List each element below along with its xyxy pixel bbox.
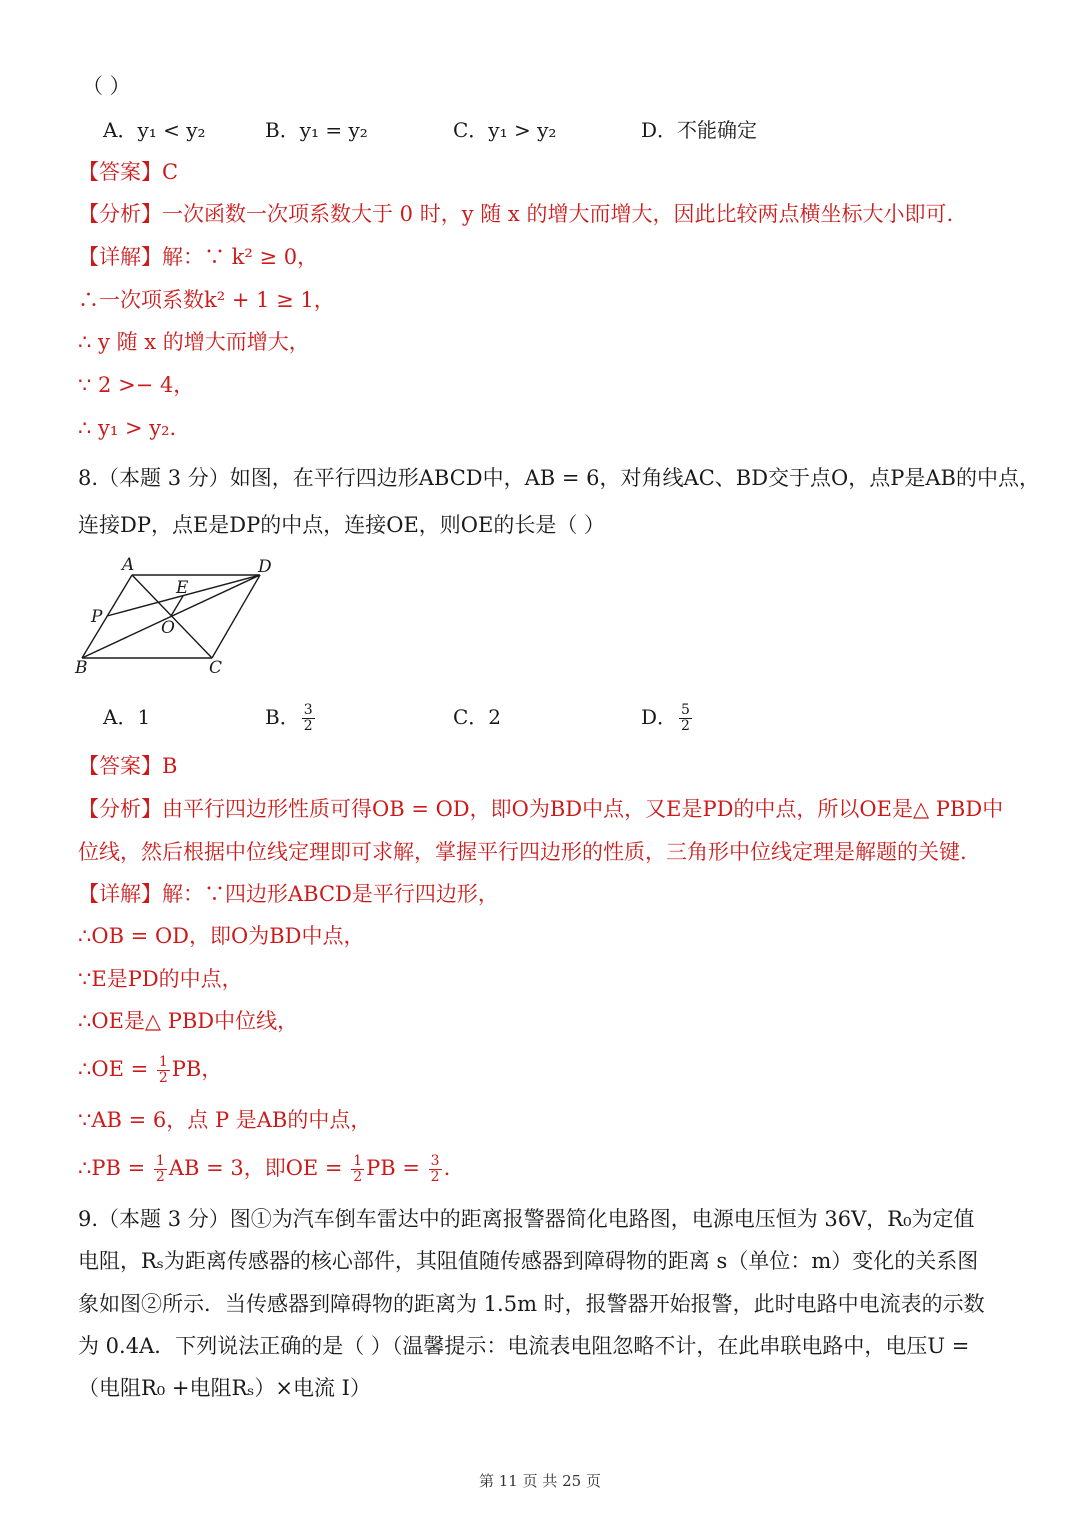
label-a: A (122, 555, 135, 575)
q7-option-b: B．y₁ = y₂ (265, 118, 368, 142)
q9-line-2: 电阻，Rₛ为距离传感器的核心部件，其阻值随传感器到障碍物的距离 s（单位：m）变化的关系图 (78, 1249, 979, 1273)
q8-detail-6: ∵AB = 6，点 P 是AB的中点， (78, 1108, 372, 1132)
edge-ab (82, 575, 132, 658)
fraction: $\frac{1}{2}$ (155, 1153, 165, 1185)
label-e: E (176, 578, 189, 598)
q7-paren: （ ） (82, 74, 131, 98)
q9-line-1: 9.（本题 3 分）图①为汽车倒车雷达中的距离报警器简化电路图，电源电压恒为 36V，R₀为定值 (78, 1207, 975, 1231)
q8-detail-5: ∴OE = $\frac{1}{2}$ PB， (78, 1054, 223, 1086)
q8-analysis-line-2: 位线，然后根据中位线定理即可求解，掌握平行四边形的性质，三角形中位线定理是解题的关键. (78, 840, 967, 864)
q8-answer: 【答案】B (78, 754, 178, 778)
q8-option-a: A．1 (103, 705, 151, 729)
q8-stem-line-1: 8.（本题 3 分）如图，在平行四边形ABCD中，AB = 6，对角线AC、BD交于点O，点P是AB的中点， (78, 466, 1040, 490)
parallelogram-figure (70, 550, 290, 682)
q7-detail-2: ∴一次项系数k² + 1 ≥ 1， (78, 288, 335, 312)
q9-line-4: 为 0.4A．下列说法正确的是（ ）（温馨提示：电流表电阻忽略不计，在此串联电路中，电压U = (78, 1334, 970, 1358)
fraction: $\frac{1}{2}$ (353, 1153, 363, 1185)
q7-option-c: C．y₁ > y₂ (453, 118, 557, 142)
q7-detail-3: ∴ y 随 x 的增大而增大， (78, 330, 310, 354)
label-d: D (258, 557, 272, 577)
q8-detail-3: ∵E是PD的中点， (78, 967, 243, 991)
fraction: $\frac{3}{2}$ (430, 1153, 440, 1185)
q8-detail-2: ∴OB = OD，即O为BD中点， (78, 924, 365, 948)
q7-detail-4: ∵ 2 >− 4， (78, 373, 195, 397)
q7-analysis: 【分析】一次函数一次项系数大于 0 时，y 随 x 的增大而增大，因此比较两点横坐标大小即可. (78, 202, 954, 226)
q8-analysis-line-1: 【分析】由平行四边形性质可得OB = OD，即O为BD中点，又E是PD的中点，所以OE是△ PBD中 (78, 797, 1004, 821)
fraction: $\frac{3}{2}$ (303, 702, 313, 734)
q8-option-c: C．2 (453, 705, 502, 729)
q7-option-a: A．y₁ < y₂ (103, 118, 206, 142)
label-o: O (161, 618, 175, 638)
q7-detail-5: ∴ y₁ > y₂. (78, 416, 177, 440)
q9-line-5: （电阻R₀ +电阻Rₛ）×电流 I） (78, 1376, 371, 1400)
q8-detail-4: ∴OE是△ PBD中位线， (78, 1009, 299, 1033)
edge-dc (212, 575, 260, 658)
q8-detail-7: ∴PB = $\frac{1}{2}$ AB = 3，即OE = $\frac{1}{2}$ PB = $\frac{3}{2}$ . (78, 1153, 451, 1185)
q8-stem-line-2: 连接DP，点E是DP的中点，连接OE，则OE的长是（ ） (78, 513, 606, 537)
page-footer: 第 11 页 共 25 页 (478, 1472, 601, 1490)
fraction: $\frac{5}{2}$ (681, 702, 690, 734)
q7-answer: 【答案】C (78, 160, 179, 184)
diagonal-bd (82, 575, 260, 658)
label-b: B (75, 658, 88, 678)
q7-detail-1: 【详解】解：∵ k² ≥ 0， (78, 245, 319, 269)
q8-option-b: B． $\frac{3}{2}$ (265, 702, 313, 734)
q8-option-d: D． $\frac{5}{2}$ (641, 702, 690, 734)
fraction: $\frac{1}{2}$ (158, 1054, 168, 1086)
label-c: C (209, 658, 223, 678)
label-p: P (91, 607, 103, 627)
q8-detail-1: 【详解】解：∵四边形ABCD是平行四边形， (78, 882, 499, 906)
q9-line-3: 象如图②所示．当传感器到障碍物的距离为 1.5m 时，报警器开始报警，此时电路中电流表的示数 (78, 1292, 985, 1316)
q7-option-d: D．不能确定 (641, 118, 758, 142)
